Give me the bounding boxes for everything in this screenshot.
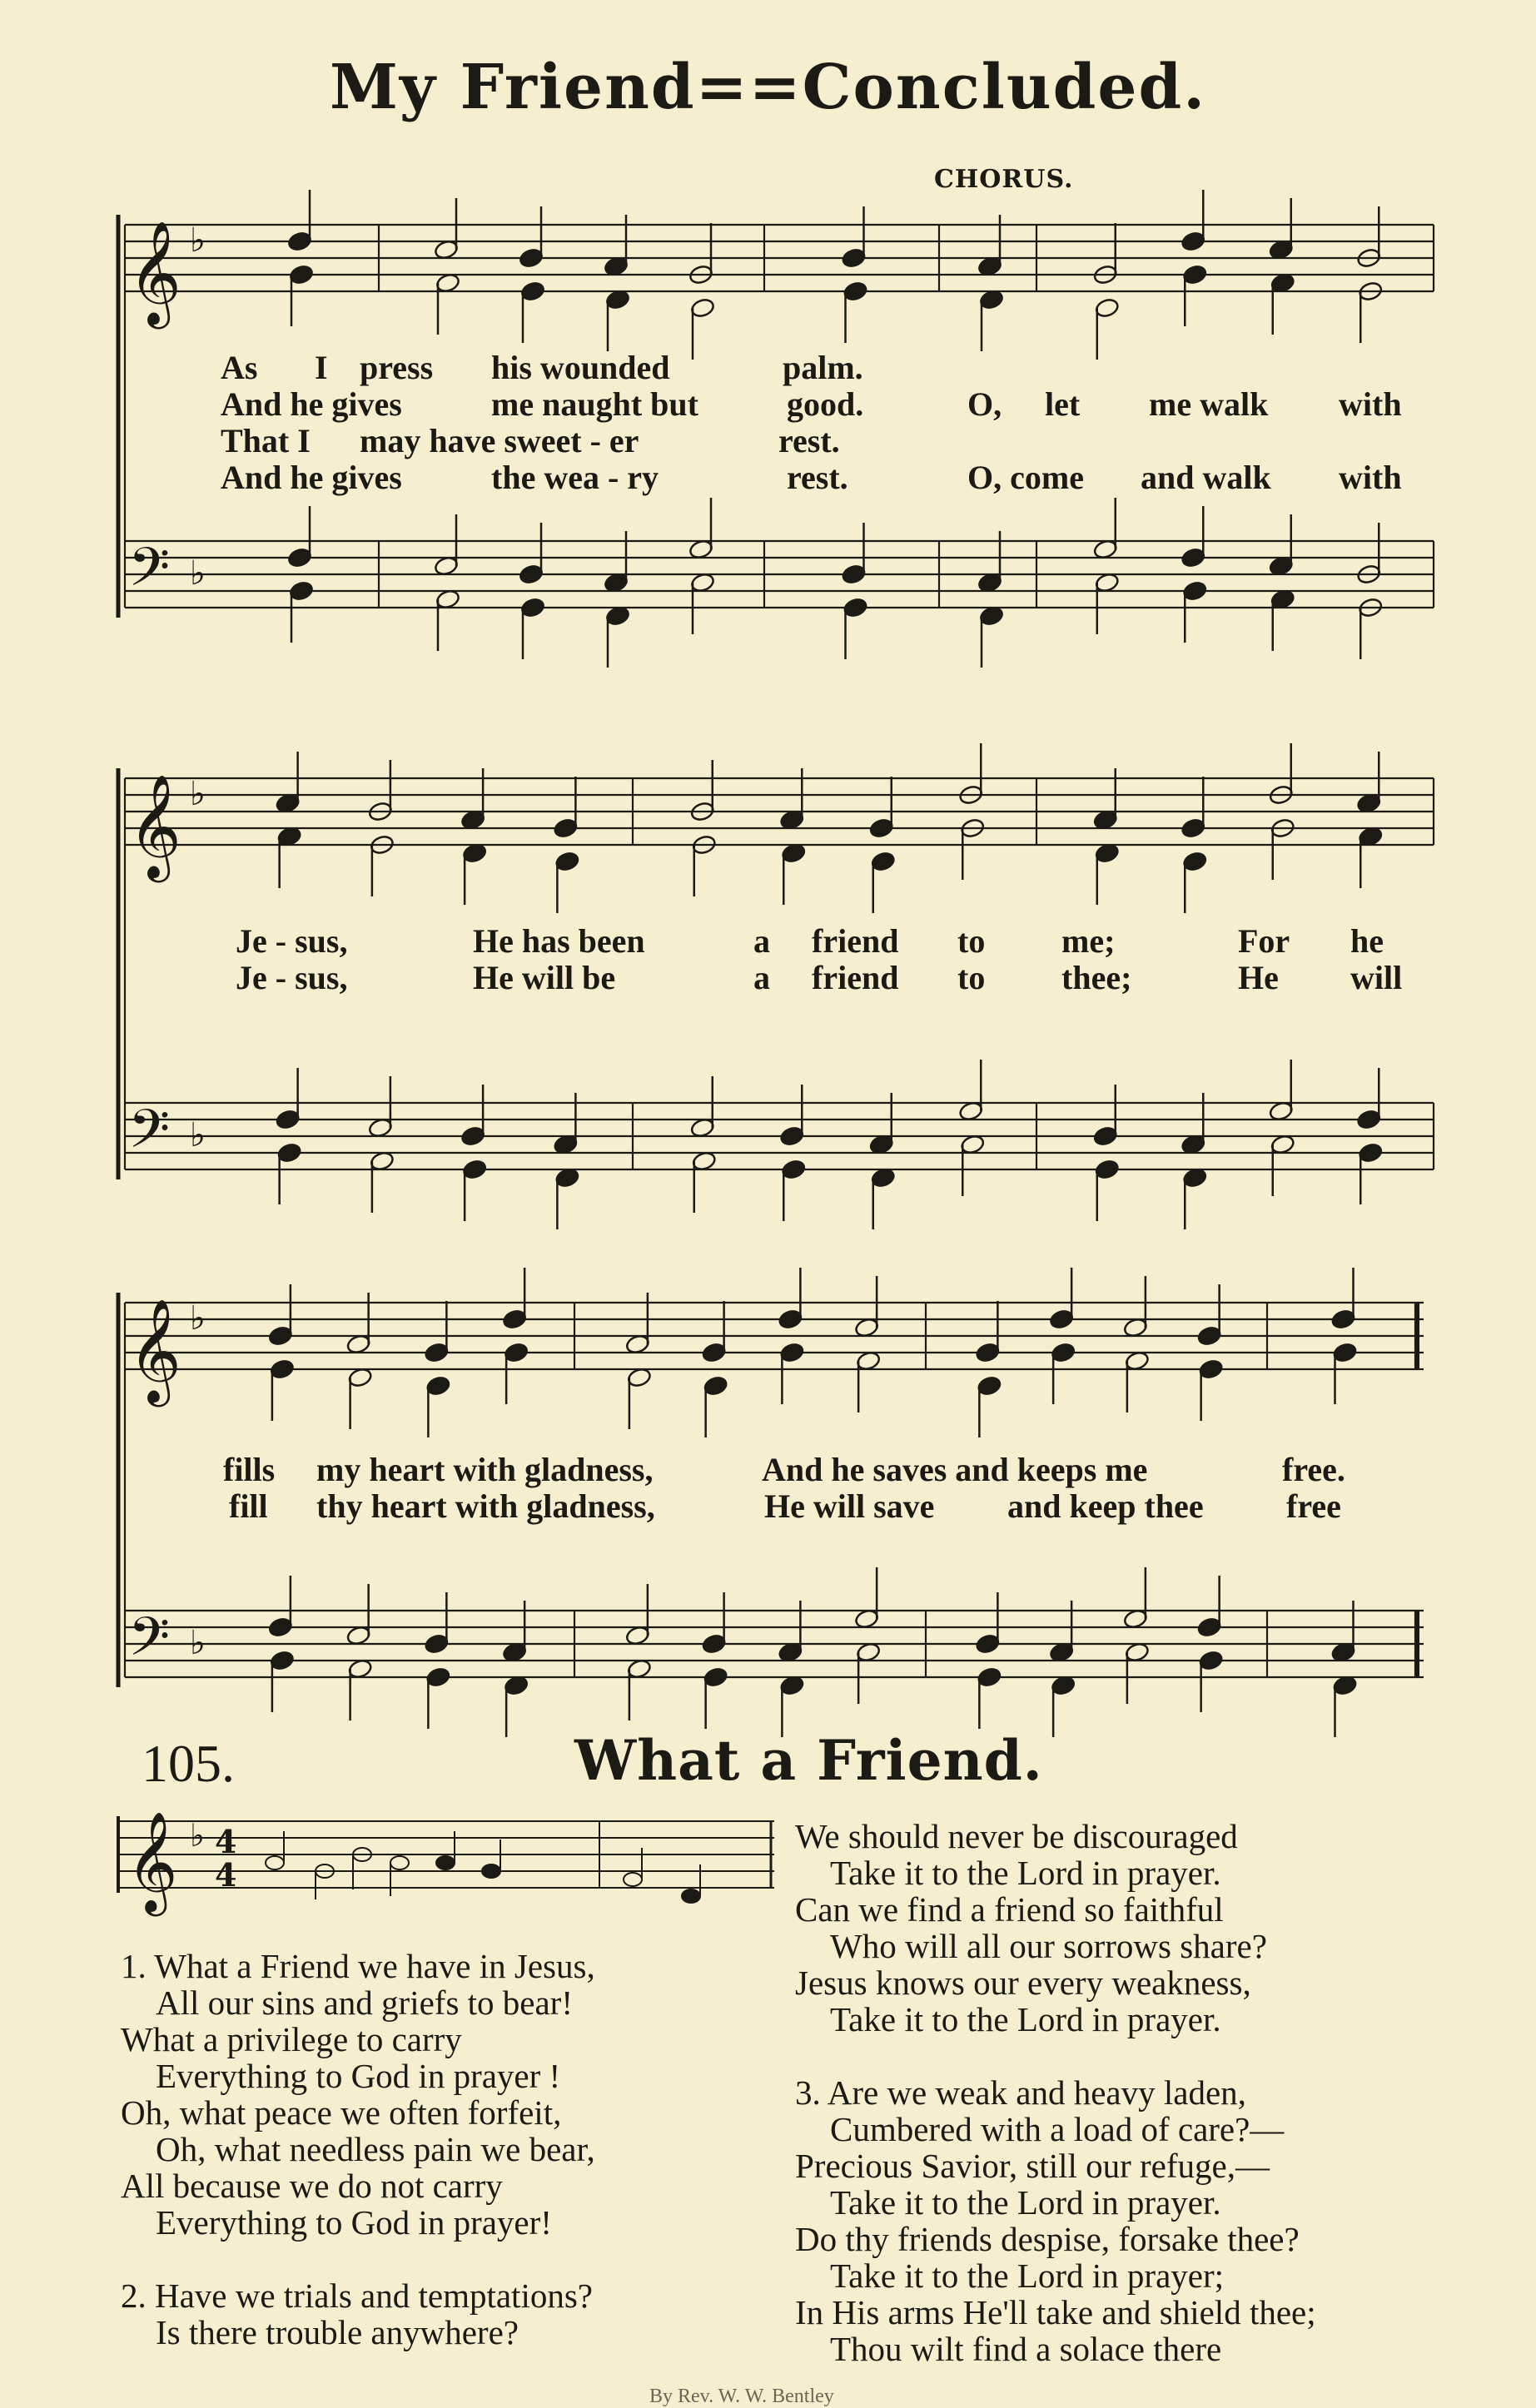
verse-line: Is there trouble anywhere? xyxy=(156,2313,519,2351)
note-head xyxy=(1092,1125,1118,1147)
lyric-word: Je - sus, xyxy=(236,959,348,996)
note-head xyxy=(462,1159,488,1180)
lyric-word: fill xyxy=(229,1487,268,1525)
treble-clef-icon: 𝄞 xyxy=(128,221,181,325)
note-head xyxy=(1182,264,1208,285)
lyric-word: palm. xyxy=(783,349,863,386)
verse-line: Do thy friends despise, forsake thee? xyxy=(795,2220,1300,2258)
lyric-word: O, come xyxy=(967,459,1084,496)
verse-line: Take it to the Lord in prayer; xyxy=(830,2257,1225,2295)
lyric-word: friend xyxy=(812,922,899,960)
note-head xyxy=(1181,817,1206,839)
note-head xyxy=(1049,1308,1075,1330)
lyric-word: That I xyxy=(221,422,311,459)
lyric-word: I xyxy=(315,349,328,386)
note-head xyxy=(276,1142,302,1164)
lyric-word: me; xyxy=(1061,922,1116,960)
note-head xyxy=(779,1342,805,1363)
note-head xyxy=(1182,580,1208,602)
lyric-word: thee; xyxy=(1061,959,1132,996)
note-head xyxy=(1181,231,1206,252)
verse-line: 3. Are we weak and heavy laden, xyxy=(795,2073,1246,2112)
flat-icon: ♭ xyxy=(190,1116,206,1154)
lyric-word: the wea - ry xyxy=(491,459,659,496)
note-head xyxy=(701,1342,727,1363)
hymn-incipit-staff xyxy=(108,1798,791,1939)
note-head xyxy=(841,564,867,585)
note-head xyxy=(1051,1342,1076,1363)
note-head xyxy=(554,851,580,872)
lyric-word: may have sweet - er xyxy=(360,422,639,459)
verse-line: Can we find a friend so faithful xyxy=(795,1890,1224,1929)
bass-clef-icon: 𝄢 xyxy=(128,1099,171,1174)
note-head xyxy=(502,1308,528,1330)
note-head xyxy=(1094,297,1120,319)
verse-line: Who will all our sorrows share? xyxy=(830,1927,1267,1965)
verse-line: 1. What a Friend we have in Jesus, xyxy=(121,1947,595,1985)
note-head xyxy=(977,1666,1002,1688)
note-head xyxy=(289,264,315,285)
note-head xyxy=(270,1650,296,1671)
note-head xyxy=(975,1342,1001,1363)
verse-line: Jesus knows our every weakness, xyxy=(795,1964,1251,2002)
note-head xyxy=(701,1633,727,1655)
note-head xyxy=(424,1342,450,1363)
lyric-word: a xyxy=(753,959,770,996)
lyric-word: with xyxy=(1339,385,1402,423)
note-head xyxy=(779,1125,805,1147)
lyric-word: to xyxy=(957,922,986,960)
note-head xyxy=(520,597,546,618)
verse-line: We should never be discouraged xyxy=(795,1817,1238,1855)
verse-line: All because we do not carry xyxy=(121,2167,503,2205)
note-head xyxy=(977,1375,1002,1397)
note-head xyxy=(275,1109,301,1130)
note-head xyxy=(1094,1159,1120,1180)
note-head xyxy=(1198,1358,1224,1380)
bass-clef-icon: 𝄢 xyxy=(128,537,171,612)
lyric-word: me walk xyxy=(1149,385,1269,423)
lyric-word: He will be xyxy=(473,959,616,996)
lyric-word: rest. xyxy=(778,422,840,459)
note-head xyxy=(460,1125,486,1147)
lyric-word: As xyxy=(221,349,258,386)
note-head xyxy=(781,1159,807,1180)
flat-icon: ♭ xyxy=(190,221,206,260)
lyric-word: And he gives xyxy=(221,385,402,423)
note-head xyxy=(778,1308,803,1330)
note-head xyxy=(1198,1650,1224,1671)
lyric-word: will xyxy=(1350,959,1403,996)
treble-clef-icon: 𝄞 xyxy=(128,1298,181,1403)
lyric-word: his wounded xyxy=(491,349,670,386)
verse-line: What a privilege to carry xyxy=(121,2020,462,2058)
note-head xyxy=(1182,851,1208,872)
note-head xyxy=(1356,1109,1382,1130)
verse-line: Take it to the Lord in prayer. xyxy=(830,2183,1221,2222)
verse-line: Cumbered with a load of care?— xyxy=(830,2110,1285,2148)
note-head xyxy=(519,247,544,269)
lyric-word: he xyxy=(1350,922,1384,960)
note-head xyxy=(1181,547,1206,568)
lyric-word: He will save xyxy=(764,1487,935,1525)
note-head xyxy=(504,1342,529,1363)
note-head xyxy=(1330,1308,1356,1330)
lyric-word: O, xyxy=(967,385,1002,423)
lyric-word: fills xyxy=(223,1451,276,1488)
flat-icon: ♭ xyxy=(190,1817,205,1854)
lyric-word: He xyxy=(1238,959,1279,996)
lyric-word: free. xyxy=(1282,1451,1345,1488)
flat-icon: ♭ xyxy=(190,1299,206,1338)
note-head xyxy=(841,247,867,269)
note-head xyxy=(287,547,313,568)
verse-line: 2. Have we trials and temptations? xyxy=(121,2276,593,2315)
lyric-word: He has been xyxy=(473,922,645,960)
hymn-title: What a Friend. xyxy=(574,1728,1043,1793)
lyric-word: to xyxy=(957,959,986,996)
note-head xyxy=(870,851,896,872)
note-head xyxy=(975,1633,1001,1655)
footer-credit: By Rev. W. W. Bentley xyxy=(649,2386,834,2407)
note-head xyxy=(425,1375,451,1397)
note-head xyxy=(268,1616,294,1638)
lyric-word: press xyxy=(360,349,434,386)
lyric-word: me naught but xyxy=(491,385,698,423)
time-signature-top: 4 xyxy=(215,1823,237,1860)
note-head xyxy=(1358,1142,1384,1164)
note-head xyxy=(424,1633,450,1655)
note-head xyxy=(519,564,544,585)
note-head xyxy=(1196,1616,1222,1638)
verse-line: Precious Savior, still our refuge,— xyxy=(795,2147,1270,2185)
note-head xyxy=(270,1358,296,1380)
lyric-word: a xyxy=(753,922,770,960)
hymn-verses-left xyxy=(121,1948,595,2351)
treble-clef-icon: 𝄞 xyxy=(127,1810,178,1912)
page-title: My Friend==Concluded. xyxy=(330,52,1206,123)
lyric-word: my heart with gladness, xyxy=(316,1451,654,1488)
lyric-word: and keep thee xyxy=(1007,1487,1204,1525)
lyric-word: For xyxy=(1238,922,1290,960)
verse-line: Take it to the Lord in prayer. xyxy=(830,1854,1221,1892)
note-head xyxy=(843,281,868,302)
time-signature-bottom: 4 xyxy=(215,1856,237,1894)
lyric-word: rest. xyxy=(787,459,848,496)
lyric-word: with xyxy=(1339,459,1402,496)
verse-line: All our sins and griefs to bear! xyxy=(156,1983,573,2022)
lyric-word: Je - sus, xyxy=(236,922,348,960)
verse-line: Thou wilt find a solace there xyxy=(830,2330,1222,2368)
bass-clef-icon: 𝄢 xyxy=(128,1606,171,1681)
note-head xyxy=(287,231,313,252)
hymn-number: 105. xyxy=(142,1734,235,1793)
flat-icon: ♭ xyxy=(190,554,206,593)
note-head xyxy=(553,817,579,839)
flat-icon: ♭ xyxy=(190,1624,206,1662)
note-head xyxy=(703,1375,728,1397)
lyric-word: friend xyxy=(812,959,899,996)
lyric-word: free xyxy=(1286,1487,1341,1525)
verse-line: Everything to God in prayer ! xyxy=(156,2057,561,2095)
note-head xyxy=(520,281,546,302)
note-head xyxy=(868,817,894,839)
note-head xyxy=(703,1666,728,1688)
lyric-word: let xyxy=(1045,385,1081,423)
note-head xyxy=(843,597,868,618)
verse-line: Oh, what peace we often forfeit, xyxy=(121,2093,562,2132)
lyric-word: And he gives xyxy=(221,459,402,496)
lyric-word: good. xyxy=(787,385,864,423)
note-head xyxy=(1332,1342,1358,1363)
verse-line: Oh, what needless pain we bear, xyxy=(156,2130,595,2168)
lyric-word: And he saves and keeps me xyxy=(762,1451,1148,1488)
note-head xyxy=(425,1666,451,1688)
verse-line: Take it to the Lord in prayer. xyxy=(830,2000,1221,2038)
note-head xyxy=(1196,1325,1222,1347)
note-head xyxy=(289,580,315,602)
lyric-word: thy heart with gladness, xyxy=(316,1487,655,1525)
note-head xyxy=(268,1325,294,1347)
verse-line: Everything to God in prayer! xyxy=(156,2203,552,2242)
flat-icon: ♭ xyxy=(190,775,206,813)
lyric-word: and walk xyxy=(1141,459,1271,496)
treble-clef-icon: 𝄞 xyxy=(128,774,181,878)
chorus-label: CHORUS. xyxy=(934,165,1074,194)
verse-line: In His arms He'll take and shield thee; xyxy=(795,2293,1316,2331)
note-head xyxy=(690,297,716,319)
hymn-verses-right xyxy=(795,1818,1316,2367)
verse-line xyxy=(121,2241,595,2277)
verse-line xyxy=(795,2038,1316,2074)
